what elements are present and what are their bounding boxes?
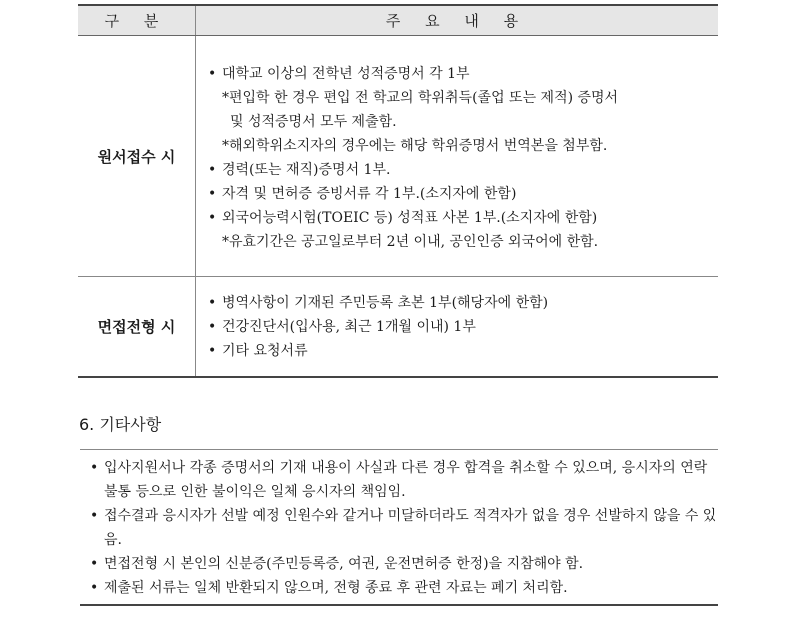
row-category: 면접전형 시 (78, 277, 196, 378)
list-item: • 건강진단서(입사용, 최근 1개월 이내) 1부 (208, 315, 718, 339)
table-row (78, 277, 718, 378)
row-category: 원서접수 시 (78, 36, 196, 277)
table-header-row (78, 5, 718, 36)
note-line: *해외학위소지자의 경우에는 해당 학위증명서 번역본을 첨부함. (222, 138, 608, 154)
list-item: • 접수결과 응시자가 선발 예정 인원수와 같거나 미달하더라도 적격자가 없을 경우 선발하지 않을 수 있음. (86, 504, 718, 552)
note-line: *유효기간은 공고일로부터 2년 이내, 공인인증 외국어에 한함. (222, 234, 599, 250)
header-content: 주 요 내 용 (196, 5, 719, 36)
section-title: 6. 기타사항 (79, 415, 162, 434)
list-item: • 병역사항이 기재된 주민등록 초본 1부(해당자에 한함) (208, 291, 718, 315)
table-row (78, 36, 718, 277)
requirements-table (78, 4, 718, 378)
list-item: • 기타 요청서류 (208, 339, 718, 363)
list-item: • 제출된 서류는 일체 반환되지 않으며, 전형 종료 후 관련 자료는 폐기 처리함. (86, 576, 718, 600)
list-item: • 자격 및 면허증 증빙서류 각 1부.(소지자에 한함) (208, 182, 718, 206)
header-category: 구 분 (78, 5, 196, 36)
note-line: *편입학 한 경우 편입 전 학교의 학위취득(졸업 또는 제적) 증명서 (222, 90, 619, 106)
list-item: • 면접전형 시 본인의 신분증(주민등록증, 여권, 운전면허증 한정)을 지참해야 함. (86, 552, 718, 576)
note-line: 및 성적증명서 모두 제출함. (230, 114, 397, 130)
section-notes (80, 449, 718, 606)
row-content (196, 36, 719, 277)
list-item: • 입사지원서나 각종 증명서의 기재 내용이 사실과 다른 경우 합격을 취소할 수 있으며, 응시자의 연락불통 등으로 인한 불이익은 일체 응시자의 책임임. (86, 456, 718, 504)
list-item: • 대학교 이상의 전학년 성적증명서 각 1부 (208, 62, 718, 86)
list-item: • 외국어능력시험(TOEIC 등) 성적표 사본 1부.(소지자에 한함) (208, 206, 718, 230)
list-item: • 경력(또는 재직)증명서 1부. (208, 158, 718, 182)
notes-list (80, 450, 718, 600)
row-content (196, 277, 719, 378)
